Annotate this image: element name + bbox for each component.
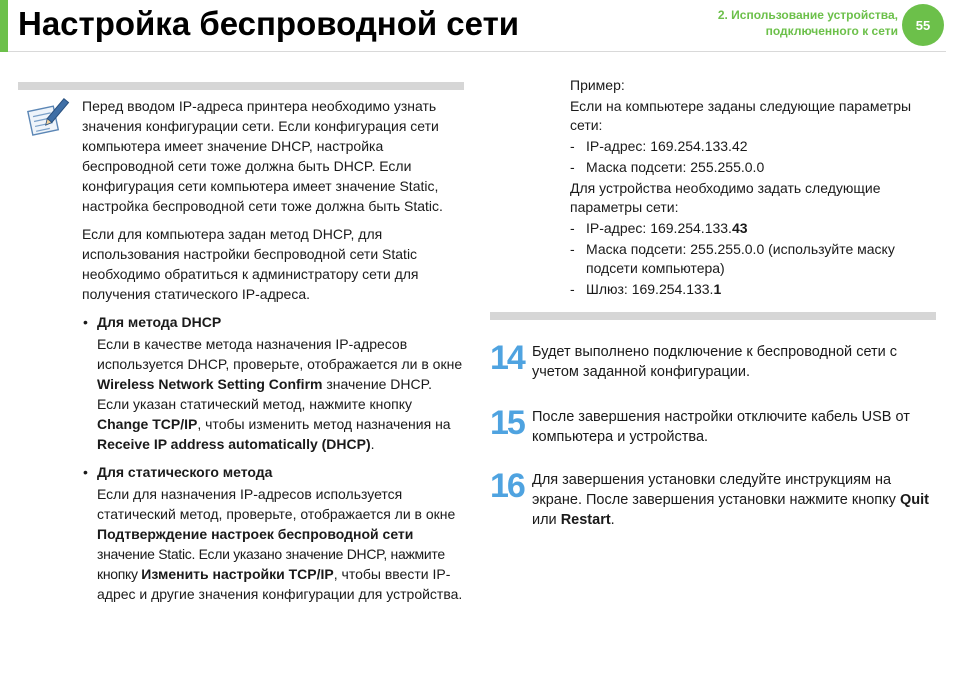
static-text-1: Если для назначения IP-адресов используется статический метод, проверьте, отображается ли в окне bbox=[97, 486, 456, 522]
chapter-reference bbox=[718, 7, 898, 39]
page-number-badge: 55 bbox=[902, 4, 944, 46]
device-mask: - Маска подсети: 255.255.0.0 (используйте маску подсети компьютера) bbox=[570, 240, 940, 278]
dhcp-text-2: значение DHCP. Если указан статический метод, нажмите кнопку bbox=[97, 376, 433, 412]
note-top-bar bbox=[18, 82, 464, 90]
step-text: После завершения настройки отключите кабель USB от компьютера и устройства. bbox=[532, 409, 910, 445]
static-text-3: , чтобы ввести IP-адрес и другие значения конфигурации для устройства. bbox=[97, 566, 463, 602]
dhcp-bold-window: Wireless Network Setting Confirm bbox=[97, 376, 323, 392]
step-text: Будет выполнено подключение к беспроводной сети с учетом заданной конфигурации. bbox=[532, 344, 898, 380]
static-bold-window: Подтверждение настроек беспроводной сети bbox=[97, 526, 414, 542]
step-text bbox=[532, 470, 936, 530]
device-ip-prefix: IP-адрес: 169.254.133. bbox=[586, 220, 732, 236]
note-content bbox=[82, 96, 466, 612]
device-ip bbox=[570, 219, 940, 238]
header-divider bbox=[8, 51, 946, 52]
dhcp-bold-option: Receive IP address automatically (DHCP) bbox=[97, 436, 371, 452]
dhcp-bullet bbox=[82, 312, 466, 454]
header-accent-bar bbox=[0, 0, 8, 52]
static-bullet bbox=[82, 462, 466, 604]
step-number: 16 bbox=[490, 467, 524, 505]
quit-label: Quit bbox=[899, 492, 929, 508]
page-title: Настройка беспроводной сети bbox=[18, 5, 520, 42]
device-ip-suffix: 43 bbox=[731, 220, 748, 236]
static-heading: • Для статического метода bbox=[97, 464, 273, 480]
dhcp-text-1: Если в качестве метода назначения IP-адресов используется DHCP, проверьте, отображается ли в окне bbox=[97, 336, 463, 372]
static-text bbox=[97, 484, 466, 604]
gateway-prefix: Шлюз: 169.254.133. bbox=[586, 281, 714, 297]
dhcp-text-4: . bbox=[370, 436, 375, 452]
note-pencil-icon bbox=[26, 98, 70, 138]
step-16-text-3: . bbox=[610, 512, 615, 528]
chapter-line-1: 2. Использование устройства, bbox=[717, 8, 898, 22]
step-number: 14 bbox=[490, 339, 524, 377]
step-number: 15 bbox=[490, 404, 524, 442]
restart-label: Restart bbox=[560, 512, 611, 528]
example-block bbox=[570, 76, 940, 301]
chapter-line-2: подключенного к сети bbox=[765, 24, 898, 38]
step-16-text-1: Для завершения установки следуйте инструкциям на экране. После завершения установки нажмите кнопку bbox=[532, 472, 900, 508]
computer-params-intro: Если на компьютере заданы следующие параметры сети: bbox=[570, 98, 912, 133]
static-bold-button: Изменить настройки TCP/IP bbox=[141, 566, 334, 582]
dhcp-text-3: , чтобы изменить метод назначения на bbox=[197, 416, 451, 432]
gateway-suffix: 1 bbox=[713, 281, 722, 297]
dhcp-bold-button: Change TCP/IP bbox=[97, 416, 198, 432]
computer-mask: - Маска подсети: 255.255.0.0 bbox=[570, 158, 940, 177]
device-params-intro: Для устройства необходимо задать следующие параметры сети: bbox=[570, 180, 881, 215]
device-gateway bbox=[570, 280, 940, 299]
step-16-text-2: или bbox=[532, 512, 561, 528]
dhcp-heading: • Для метода DHCP bbox=[97, 314, 222, 330]
note-paragraph-2: Если для компьютера задан метод DHCP, для использования настройки беспроводной сети Static необходимо обратиться к администратору сети для получения статического IP-адреса. bbox=[82, 226, 419, 302]
note-paragraph-1: Перед вводом IP-адреса принтера необходимо узнать значения конфигурации сети. Если конфигурация сети компьютера имеет значение DHCP, настройка беспроводной сети тоже должна быть DHCP. Если конфигурация сети компьютера имеет значение Static, настройка беспроводной сети тоже должна быть Static. bbox=[82, 98, 443, 214]
example-label: Пример: bbox=[570, 77, 625, 93]
dhcp-text bbox=[97, 334, 466, 454]
steps-top-bar bbox=[490, 312, 936, 320]
computer-ip: - IP-адрес: 169.254.133.42 bbox=[570, 137, 940, 156]
static-text-2: значение Static. Если указано значение DHCP, нажмите кнопку bbox=[97, 546, 445, 582]
